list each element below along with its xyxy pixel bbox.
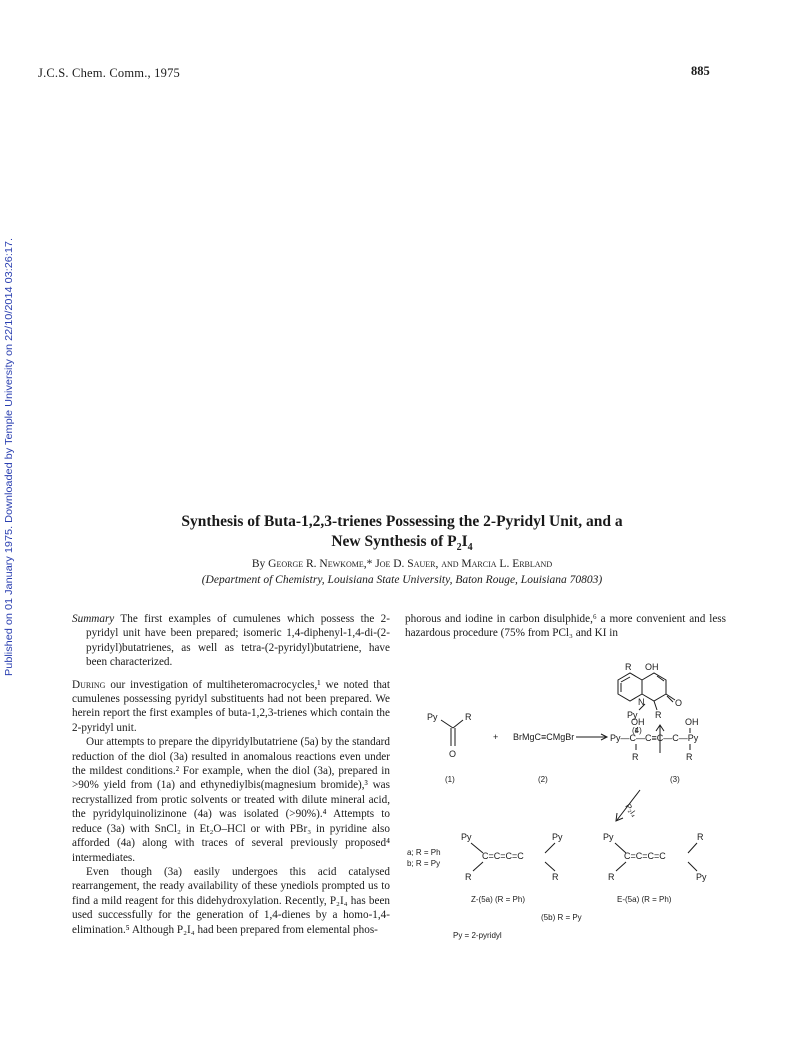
scheme-r: R <box>608 872 615 882</box>
scheme-o: O <box>449 749 457 759</box>
key-b: b; R = Py <box>407 859 441 868</box>
compound-e-5a <box>603 832 707 904</box>
label-e-5a: E-(5a) (R = Ph) <box>617 895 672 904</box>
scheme-triene: C=C=C=C <box>624 851 666 861</box>
scheme-r: R <box>655 710 662 720</box>
title-sub: 4 <box>467 542 473 554</box>
compound-z-5a <box>461 832 563 904</box>
title-sub: 2 <box>456 542 462 554</box>
summary <box>72 612 390 670</box>
label-compound-4: (4) <box>632 726 642 735</box>
sidebar-text[interactable]: Published on 01 January 1975. Downloaded by Temple University on 22/10/2014 03:26:17. <box>4 273 15 676</box>
scheme-oh: OH <box>685 717 699 727</box>
label-compound-2: (2) <box>538 775 548 784</box>
scheme-py: Py <box>461 832 472 842</box>
scheme-r: R <box>625 662 632 672</box>
scheme-r: R <box>632 752 639 762</box>
title-line-2 <box>60 532 744 558</box>
title-text: I <box>461 533 468 550</box>
paragraph-1 <box>72 678 390 736</box>
scheme-py: Py <box>427 712 438 722</box>
scheme-r: R <box>465 872 472 882</box>
scheme-py: Py <box>603 832 614 842</box>
scheme-reagent: BrMgC≡CMgBr <box>513 732 575 742</box>
scheme-r: R <box>465 712 472 722</box>
scheme-triene: C=C=C=C <box>482 851 524 861</box>
label-z-5a: Z-(5a) (R = Ph) <box>471 895 526 904</box>
compound-3-structure <box>610 717 699 784</box>
affiliation: (Department of Chemistry, Louisiana State University, Baton Rouge, Louisiana 70803) <box>201 574 603 586</box>
summary-text: The first examples of cumulenes which possess the 2-pyridyl unit have been prepared; isomeric 1,4-diphenyl-1,4-di-(2-pyridyl)butatrienes, as well as tetra-(2-pyridyl)butatriene, have been characterized. <box>86 613 390 669</box>
authors: George R. Newkome,* Joe D. Sauer, and Marcia L. Erbland <box>268 558 553 570</box>
compound-1-structure <box>427 712 472 784</box>
journal-header: J.C.S. Chem. Comm., 1975 <box>38 66 180 80</box>
scheme-o: O <box>675 698 683 708</box>
scheme-r: R <box>697 832 704 842</box>
scheme-py: Py <box>552 832 563 842</box>
reaction-scheme <box>405 640 735 950</box>
label-compound-1: (1) <box>445 775 455 784</box>
paragraph-text: our investigation of multiheteromacrocycles,¹ we noted that cumulenes possessing pyridyl substituents had not been prepared. We herein report the first examples of buta-1,2,3-trienes which contain the 2-pyridyl unit. <box>72 678 390 734</box>
scheme-oh: OH <box>645 662 659 672</box>
author-line <box>60 556 744 572</box>
label-5b: (5b) R = Py <box>541 913 582 922</box>
page-number: 885 <box>691 64 710 78</box>
scheme-oh: OH <box>631 717 645 727</box>
label-compound-3: (3) <box>670 775 680 784</box>
py-definition: Py = 2-pyridyl <box>453 931 502 940</box>
paragraph-2: Our attempts to prepare the dipyridylbutatriene (5a) by the standard reduction of the diol (3a) resulted in anomalous reactions even under the mildest conditions.² For example, when the diol (3a), prepared in >90% yield from (1a) and ethynediylbis(magnesium bromide),³ was recrystallized from protic solvents or treated with dilute mineral acid, the pyridylquinolizinone (4a) was isolated (>90%).⁴ Attempts to reduce (3a) with SnCl₂ in Et₂O–HCl or with PBr₃ in pyridine also afforded (4a) along with traces of several previously proposed⁴ intermediates. <box>72 736 390 864</box>
title-line-1: Synthesis of Buta-1,2,3-trienes Possessing the 2-Pyridyl Unit, and a <box>181 513 623 530</box>
by-label: By <box>251 558 266 570</box>
summary-label: Summary <box>72 613 115 625</box>
left-column <box>72 612 390 937</box>
scheme-py: Py <box>627 710 638 720</box>
title-text: New Synthesis of P <box>331 533 457 550</box>
scheme-plus: + <box>493 732 499 742</box>
scheme-r: R <box>552 872 559 882</box>
article-title <box>60 512 744 558</box>
key-a: a; R = Ph <box>407 848 441 857</box>
compound-4-structure <box>618 662 682 735</box>
scheme-py: Py <box>696 872 707 882</box>
paragraph-3: Even though (3a) easily undergoes this acid catalysed rearrangement, the ready availability of these ynediols prompted us to find a mild reagent for this didehydroxylation. Recently, P₂I₄ has been used successfully for the generation of 1,4-dienes by a homo-1,4-elimination.⁵ Although P₂I₄ had been prepared from elemental phos- <box>72 865 390 936</box>
right-column-text: phorous and iodine in carbon disulphide,⁶ a more convenient and less hazardous procedure (75% from PCl₃ and KI in <box>405 613 726 640</box>
arrow-reagent: P₂I₄ <box>623 801 639 819</box>
author-block <box>60 556 744 588</box>
publication-sidebar[interactable] <box>2 236 16 676</box>
dropcap: During <box>72 678 106 691</box>
scheme-r: R <box>686 752 693 762</box>
scheme-diol-chain: Py—C—C≡C—C—Py <box>610 733 699 743</box>
scheme-n: N <box>638 697 645 707</box>
